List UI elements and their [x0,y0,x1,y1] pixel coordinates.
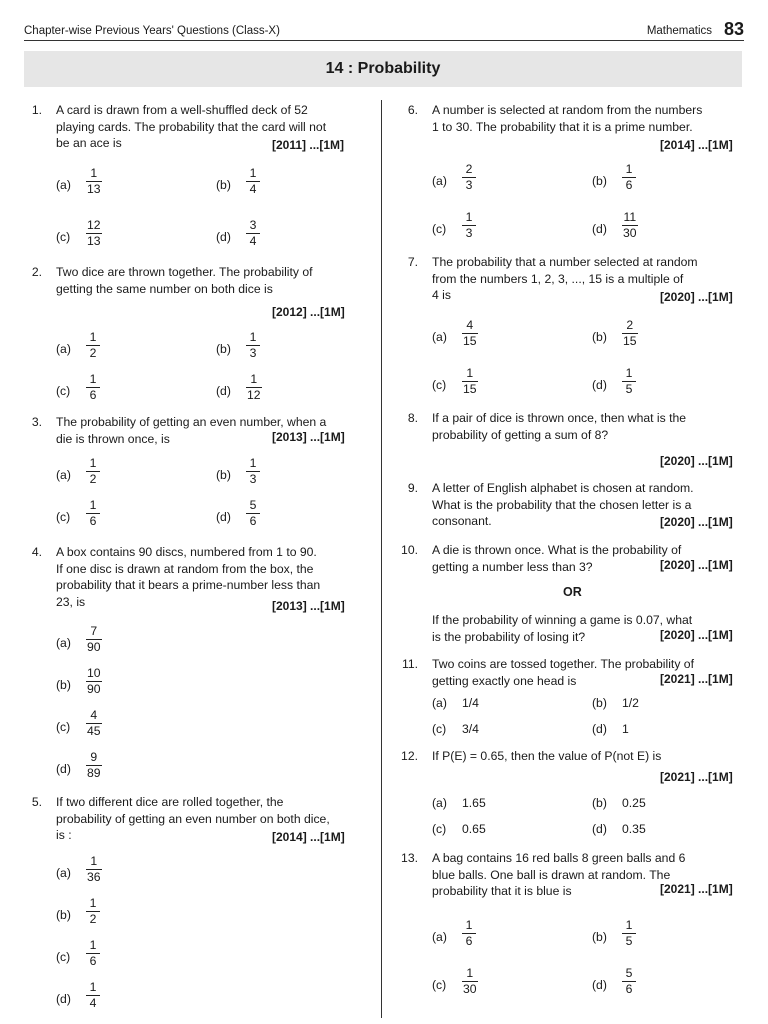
fraction [86,854,102,885]
fraction-denominator: 6 [465,934,473,948]
question-number: 6. [407,103,418,117]
fraction-denominator: 90 [87,640,101,654]
year-marks-tag: [2020] ...[1M] [660,515,733,529]
question-text-line: is the probability of losing it? [432,629,586,644]
option-label: (c) [432,378,447,392]
fraction-numerator: 4 [462,318,478,334]
fraction-numerator: 12 [87,218,101,232]
option-label: (a) [56,342,71,356]
fraction-denominator: 3 [465,226,473,240]
fraction-numerator: 1 [86,854,102,870]
fraction-denominator: 30 [623,226,637,240]
fraction [462,918,476,949]
fraction-denominator: 6 [625,178,633,192]
fraction-denominator: 4 [249,182,257,196]
fraction-denominator: 30 [463,982,477,996]
option-label: (b) [592,796,607,810]
fraction [86,938,100,969]
question-text-line: probability that it is blue is [432,884,572,898]
fraction-numerator: 1 [622,162,636,178]
option-label: (d) [216,384,231,398]
fraction [86,456,100,487]
option-label: (c) [56,510,71,524]
option-label: (c) [56,720,71,734]
option-value: 1.65 [462,796,486,810]
option-label: (c) [432,822,447,836]
fraction [86,218,102,249]
question-text-line: 23, is [56,594,86,609]
option-label: (c) [432,222,447,236]
option-value: 0.65 [462,822,486,836]
question-text-line: consonant. [432,514,492,528]
option-label: (c) [56,950,71,964]
fraction-denominator: 13 [87,182,101,196]
fraction-denominator: 3 [465,178,473,192]
question-number: 1. [31,103,42,117]
option-label: (b) [592,930,607,944]
option-label: (b) [56,678,71,692]
year-marks-tag: [2020] ...[1M] [660,454,733,468]
fraction [246,218,260,249]
option-value: 3/4 [462,722,479,736]
fraction-denominator: 90 [87,682,101,696]
fraction [86,498,100,529]
fraction-numerator: 1 [246,166,260,182]
fraction [622,318,638,349]
question-text-line: die is thrown once, is [56,431,170,446]
book-title: Chapter-wise Previous Years' Questions (Class-X) [24,25,280,37]
fraction-numerator: 1 [622,918,636,934]
fraction-numerator: 4 [86,708,102,724]
chapter-title: 14 : Probability [24,51,742,87]
fraction-denominator: 15 [463,334,477,348]
question-text-line: probability of getting an even number on both dice, [56,811,330,826]
fraction [462,966,478,997]
or-separator: OR [563,585,582,599]
option-label: (b) [216,178,231,192]
option-label: (c) [56,384,71,398]
fraction-denominator: 5 [625,382,633,396]
question-number: 8. [407,411,418,425]
fraction [622,366,636,397]
subject-label: Mathematics [646,25,712,37]
question-text-line: What is the probability that the chosen letter is a [432,497,692,512]
fraction-denominator: 6 [249,514,257,528]
fraction [86,330,100,361]
option-label: (d) [216,510,231,524]
question-number: 10. [401,543,418,557]
fraction-numerator: 1 [462,210,476,226]
option-label: (d) [56,992,71,1006]
option-label: (a) [432,696,447,710]
fraction-numerator: 7 [86,624,102,640]
question-text-line: Two dice are thrown together. The probability of [56,265,313,279]
option-label: (d) [216,230,231,244]
question-text-line: probability that it bears a prime-number less than [56,578,321,592]
question-text-line: A bag contains 16 red balls 8 green balls and 6 [432,851,686,865]
question-text-line: If a pair of dice is thrown once, then what is the [432,411,687,425]
question-text-line: is : [56,828,72,842]
fraction-numerator: 1 [246,372,262,388]
option-label: (d) [592,378,607,392]
option-label: (a) [432,796,447,810]
option-label: (b) [216,342,231,356]
year-marks-tag: [2014] ...[1M] [660,138,733,152]
fraction-denominator: 5 [625,934,633,948]
question-number: 4. [31,545,42,559]
question-text-line: getting the same number on both dice is [56,281,273,296]
option-label: (a) [56,178,71,192]
option-label: (b) [592,330,607,344]
year-marks-tag: [2014] ...[1M] [272,830,345,844]
option-value: 1 [622,722,629,736]
question-text-line: Two coins are tossed together. The probability of [432,657,694,671]
question-number: 3. [31,415,42,429]
option-value: 1/2 [622,696,639,710]
fraction-numerator: 10 [87,666,101,680]
option-label: (d) [56,762,71,776]
fraction-numerator: 1 [86,896,100,912]
fraction [86,166,102,197]
column-divider [381,100,382,1018]
question-text-line: If two different dice are rolled together, the [56,795,284,809]
option-label: (a) [432,930,447,944]
option-label: (d) [592,222,607,236]
option-label: (b) [592,174,607,188]
question-number: 11. [401,657,418,671]
fraction-numerator: 1 [246,330,260,346]
fraction-denominator: 2 [89,472,97,486]
option-label: (a) [56,468,71,482]
fraction-numerator: 1 [86,330,100,346]
fraction [246,330,260,361]
year-marks-tag: [2013] ...[1M] [272,430,345,444]
fraction-numerator: 2 [462,162,476,178]
question-text-line: If one disc is drawn at random from the box, the [56,561,314,576]
fraction [86,624,102,655]
question-text-line: The probability of getting an even number, when a [56,415,327,429]
question-number: 2. [31,265,42,279]
fraction-numerator: 1 [86,938,100,954]
fraction-denominator: 2 [89,346,97,360]
question-text-line: playing cards. The probability that the card will not [56,119,327,134]
fraction [462,210,476,241]
fraction [622,966,636,997]
question-number: 12. [401,749,418,763]
question-number: 5. [31,795,42,809]
fraction-denominator: 3 [249,472,257,486]
fraction-numerator: 1 [622,366,636,382]
fraction [86,750,102,781]
question-text-line: blue balls. One ball is drawn at random. The [432,867,671,882]
year-marks-tag: [2013] ...[1M] [272,599,345,613]
fraction-denominator: 6 [89,388,97,402]
fraction-numerator: 1 [86,498,100,514]
fraction-denominator: 6 [89,954,97,968]
option-label: (a) [56,636,71,650]
question-text-line: A letter of English alphabet is chosen at random. [432,481,694,495]
fraction [86,372,100,403]
fraction [462,318,478,349]
question-number: 13. [401,851,418,865]
fraction-numerator: 2 [622,318,638,334]
option-label: (c) [56,230,71,244]
fraction-numerator: 1 [86,980,100,996]
option-value: 1/4 [462,696,479,710]
year-marks-tag: [2020] ...[1M] [660,290,733,304]
year-marks-tag: [2020] ...[1M] [660,558,733,572]
question-text-line: A number is selected at random from the numbers [432,103,703,117]
year-marks-tag: [2021] ...[1M] [660,882,733,896]
fraction-numerator: 1 [462,966,478,982]
fraction-numerator: 1 [462,918,476,934]
question-text-line: A die is thrown once. What is the probability of [432,543,682,557]
option-value: 0.25 [622,796,646,810]
question-text-line: If P(E) = 0.65, then the value of P(not E) is [432,749,662,763]
fraction-denominator: 6 [625,982,633,996]
fraction-numerator: 1 [86,166,102,182]
fraction [86,980,100,1011]
option-label: (d) [592,978,607,992]
fraction [622,210,638,241]
option-label: (b) [56,908,71,922]
option-label: (c) [432,978,447,992]
fraction-numerator: 9 [86,750,102,766]
question-text-line: A box contains 90 discs, numbered from 1 to 90. [56,545,317,559]
fraction-denominator: 15 [463,382,477,396]
option-label: (c) [432,722,447,736]
question-text-line: If the probability of winning a game is 0.07, what [432,613,693,627]
fraction-numerator: 1 [86,456,100,472]
fraction-denominator: 6 [89,514,97,528]
fraction-denominator: 4 [89,996,97,1010]
question-number: 9. [407,481,418,495]
option-label: (a) [432,330,447,344]
fraction-numerator: 5 [246,498,260,514]
fraction [86,896,100,927]
question-text-line: probability of getting a sum of 8? [432,427,609,442]
question-text-line: 4 is [432,288,451,302]
page-header [24,18,744,41]
year-marks-tag: [2011] ...[1M] [272,138,345,152]
fraction-numerator: 5 [622,966,636,982]
fraction [622,918,636,949]
fraction-denominator: 89 [87,766,101,780]
option-label: (d) [592,822,607,836]
fraction [246,166,260,197]
fraction [462,162,476,193]
option-label: (a) [56,866,71,880]
fraction-denominator: 36 [87,870,101,884]
option-label: (b) [216,468,231,482]
fraction-numerator: 1 [246,456,260,472]
fraction-denominator: 15 [623,334,637,348]
fraction-numerator: 3 [246,218,260,234]
fraction-denominator: 4 [249,234,257,248]
fraction-numerator: 1 [462,366,478,382]
fraction-denominator: 2 [89,912,97,926]
year-marks-tag: [2021] ...[1M] [660,672,733,686]
question-text-line: getting a number less than 3? [432,559,593,574]
question-text-line: getting exactly one head is [432,673,577,688]
question-text-line: be an ace is [56,136,122,150]
question-number: 7. [407,255,418,269]
fraction-numerator: 1 [86,372,100,388]
fraction [246,498,260,529]
fraction [246,372,262,403]
option-label: (b) [592,696,607,710]
question-text-line: A card is drawn from a well-shuffled deck of 52 [56,103,308,117]
fraction [462,366,478,397]
question-text-line: 1 to 30. The probability that it is a prime number. [432,119,693,134]
fraction [246,456,260,487]
option-value: 0.35 [622,822,646,836]
option-label: (a) [432,174,447,188]
fraction-numerator: 11 [623,210,637,224]
fraction-denominator: 13 [87,234,101,248]
fraction [86,666,102,697]
fraction [622,162,636,193]
fraction-denominator: 3 [249,346,257,360]
page-number: 83 [723,19,744,39]
year-marks-tag: [2012] ...[1M] [272,305,345,319]
question-text-line: from the numbers 1, 2, 3, ..., 15 is a multiple of [432,271,684,286]
fraction-denominator: 12 [247,388,261,402]
fraction-denominator: 45 [87,724,101,738]
option-label: (d) [592,722,607,736]
question-text-line: The probability that a number selected at random [432,255,698,269]
year-marks-tag: [2021] ...[1M] [660,770,733,784]
fraction [86,708,102,739]
year-marks-tag: [2020] ...[1M] [660,628,733,642]
